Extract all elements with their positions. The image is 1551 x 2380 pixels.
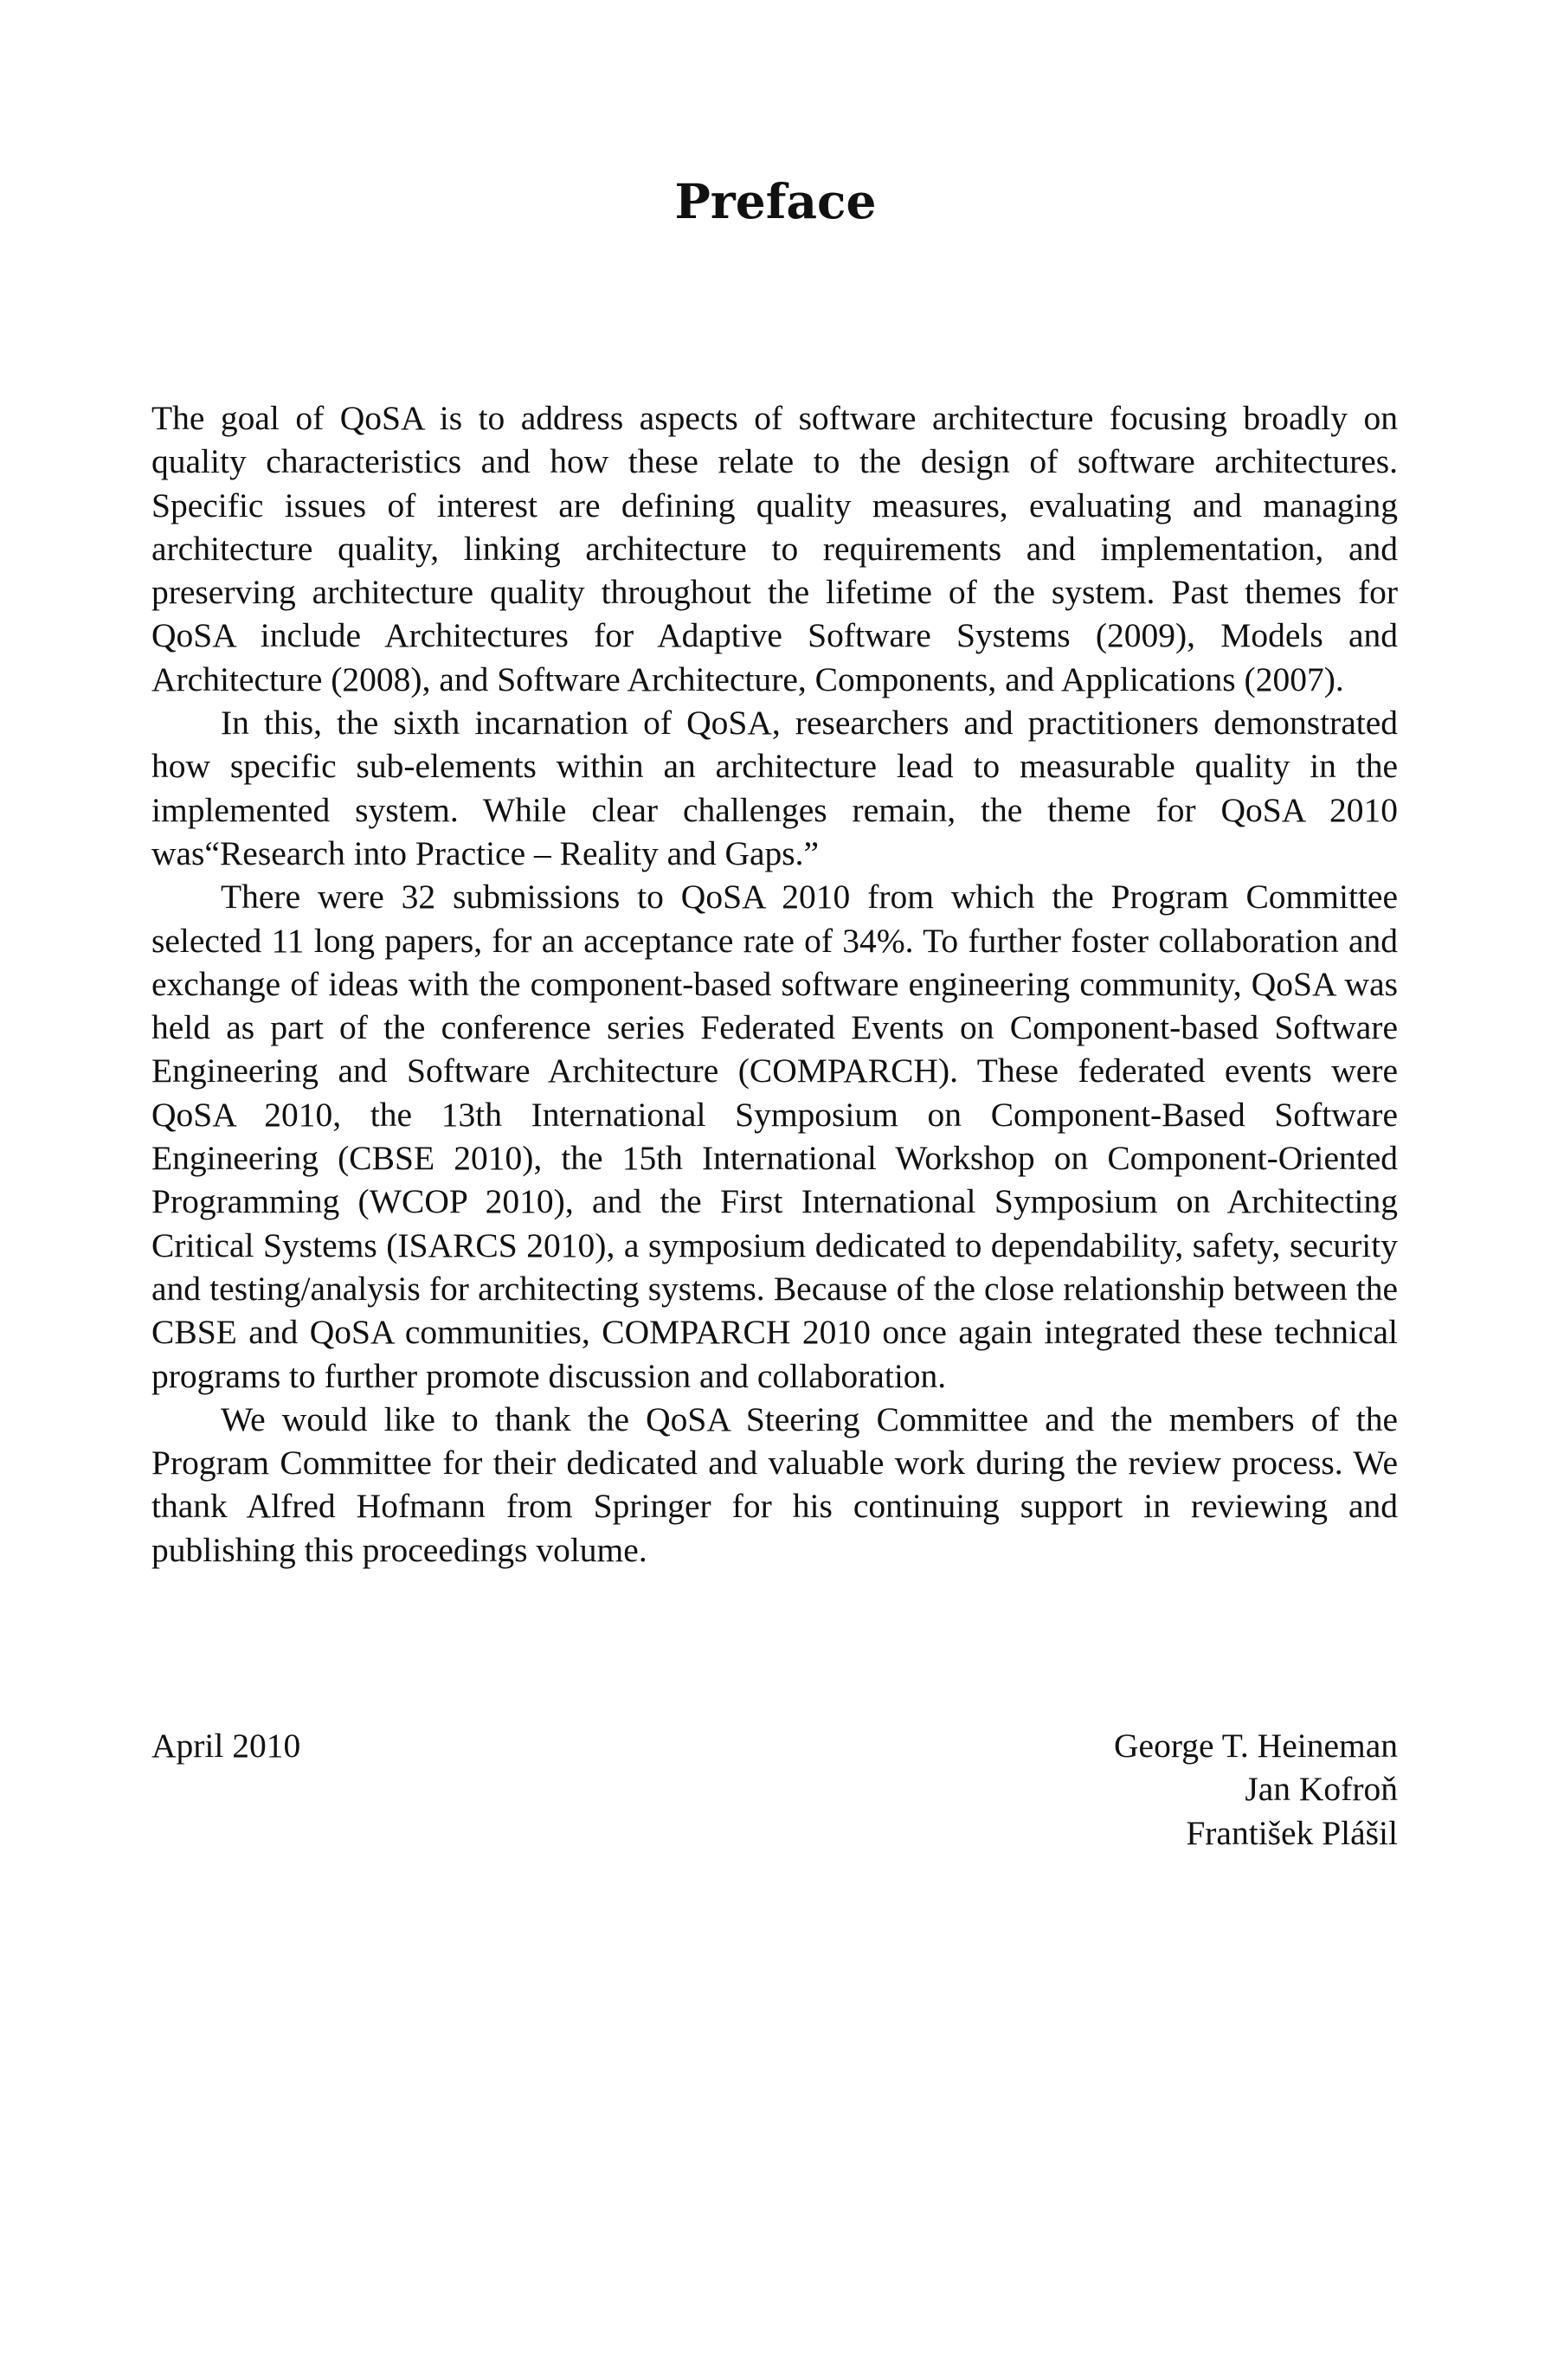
paragraph-1: The goal of QoSA is to address aspects of software architecture focusing broadly on quality characteristics and how these relate to the design of software architectures. Specific issues of interest are defining quality measures, evaluating and managing architecture quality, linking architecture to requirements and implementation, and preserving architecture quality throughout the lifetime of the system. Past themes for QoSA include Architectures for Adaptive Software Systems (2009), Models and Architecture (2008), and Software Architecture, Components, and Applications (2007).	[151, 399, 1398, 698]
author-name: Jan Kofroň	[1245, 1770, 1398, 1809]
paragraph-4: We would like to thank the QoSA Steering Committee and the members of the Program Committee for their dedicated and valuable work during the review process. We thank Alfred Hofmann from Springer for his continuing support in reviewing and publishing this proceedings volume.	[151, 1399, 1398, 1569]
paragraph-3: There were 32 submissions to QoSA 2010 from which the Program Committee selected 11 long papers, for an acceptance rate of 34%. To further foster collaboration and exchange of ideas with the component-based software engineering community, QoSA was held as part of the conference series Federated Events on Component-based Software Engineering and Software Architecture (COMPARCH). These federated events were QoSA 2010, the 13th International Symposium on Component-Based Software Engineering (CBSE 2010), the 15th International Workshop on Component-Oriented Programming (WCOP 2010), and the First International Symposium on Architecting Critical Systems (ISARCS 2010), a symposium dedicated to dependability, safety, security and testing/analysis for architecting systems. Because of the close relationship between the CBSE and QoSA communities, COMPARCH 2010 once again integrated these technical programs to further promote discussion and collaboration.	[151, 878, 1398, 1395]
preface-body	[151, 396, 1398, 1572]
page-title: Preface	[674, 173, 877, 229]
date: April 2010	[151, 1727, 301, 1765]
author-name: František Plášil	[1186, 1813, 1398, 1852]
author-list	[1114, 1724, 1398, 1855]
paragraph-2: In this, the sixth incarnation of QoSA, researchers and practitioners demonstrated how specific sub-elements within an architecture lead to measurable quality in the implemented system. While clear challenges remain, the theme for QoSA 2010 was“Research into Practice – Reality and Gaps.”	[151, 704, 1398, 872]
author-name: George T. Heineman	[1114, 1727, 1398, 1765]
